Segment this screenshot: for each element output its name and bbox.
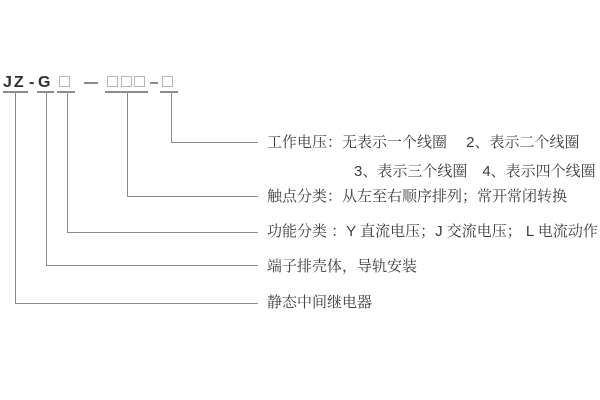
- label-working-voltage-line2: 3、表示三个线圈 4、表示四个线圈: [354, 163, 596, 180]
- placeholder-box-contact-1: [107, 76, 118, 87]
- label-working-voltage-line1: 工作电压：无表示一个线圈 2、表示二个线圈: [267, 134, 580, 151]
- label-function-category: 功能分类 ：Y 直流电压；J 交流电压； L 电流动作: [267, 223, 598, 240]
- label-relay-type: 静态中间继电器: [267, 294, 373, 311]
- label-contact-category: 触点分类：从左至右顺序排列；常开常闭转换: [267, 188, 568, 205]
- label-housing: 端子排壳体，导轨安装: [267, 258, 418, 275]
- model-series: G: [38, 74, 53, 91]
- placeholder-box-contact-3: [134, 76, 145, 87]
- placeholder-box-contact-2: [121, 76, 132, 87]
- placeholder-box-voltage: [162, 76, 173, 87]
- connector-relay-type: [15, 93, 258, 304]
- code-separator-dash: [84, 82, 98, 84]
- placeholder-box-function: [59, 76, 70, 87]
- model-prefix: JZ: [3, 74, 26, 91]
- model-hyphen: -: [29, 74, 37, 91]
- code-separator-dash: [150, 82, 158, 84]
